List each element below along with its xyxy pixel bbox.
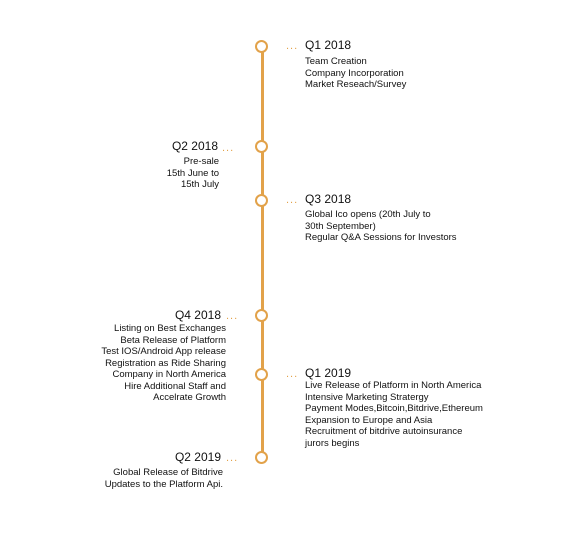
milestone-item: Global Ico opens (20th July to: [305, 209, 431, 220]
milestone-item: Hire Additional Staff and: [124, 380, 226, 392]
connector-dots: ...: [226, 452, 239, 464]
milestone-items: [305, 209, 457, 244]
milestone-item: Intensive Marketing Stratergy: [305, 391, 429, 403]
milestone-item: jurors begins: [305, 437, 360, 449]
milestone-title: Q2 2018: [171, 139, 218, 153]
milestone-item: Registration as Ride Sharing: [105, 357, 226, 369]
milestone-items: [105, 467, 223, 490]
milestone-item: 15th June to: [166, 167, 219, 179]
connector-dots: ...: [286, 194, 299, 206]
milestone-item: 30th September): [305, 220, 376, 232]
milestone-items: [305, 380, 483, 449]
milestone-item: Test IOS/Android App release: [101, 346, 226, 357]
timeline-node: [255, 140, 268, 153]
milestone-item: Accelrate Growth: [153, 392, 226, 403]
milestone-item: 15th July: [180, 179, 219, 190]
milestone-item: Expansion to Europe and Asia: [305, 414, 433, 426]
milestone-item: Payment Modes,Bitcoin,Bitdrive,Ethereum: [305, 403, 483, 414]
milestone-items: [305, 56, 406, 91]
milestone-title: Q3 2018: [305, 192, 352, 206]
milestone-item: Beta Release of Platform: [120, 334, 226, 346]
milestone-title: Q1 2018: [305, 38, 352, 52]
milestone-items: [167, 156, 219, 191]
milestone-item: Company Incorporation: [305, 67, 404, 79]
milestone-items: [101, 323, 226, 404]
timeline-line: [261, 46, 264, 458]
timeline-node: [255, 368, 268, 381]
milestone-item: Pre-sale: [183, 156, 219, 167]
timeline-node: [255, 194, 268, 207]
milestone-item: Recruitment of bitdrive autoinsurance: [305, 426, 463, 437]
milestone-item: Regular Q&A Sessions for Investors: [305, 232, 457, 243]
milestone-title: Q2 2019: [174, 450, 221, 464]
milestone-title: Q4 2018: [174, 308, 221, 322]
milestone-item: Market Reseach/Survey: [305, 79, 407, 90]
timeline-node: [255, 451, 268, 464]
milestone-item: Company in North America: [112, 369, 226, 380]
milestone-item: Live Release of Platform in North America: [305, 380, 482, 391]
connector-dots: ...: [222, 142, 235, 154]
milestone-item: Listing on Best Exchanges: [114, 323, 226, 334]
timeline-node: [255, 309, 268, 322]
connector-dots: ...: [286, 40, 299, 52]
milestone-item: Updates to the Platform Api.: [104, 478, 223, 490]
milestone-item: Team Creation: [305, 56, 367, 67]
timeline-node: [255, 40, 268, 53]
connector-dots: ...: [226, 310, 239, 322]
connector-dots: ...: [286, 368, 299, 380]
milestone-item: Global Release of Bitdrive: [113, 467, 223, 478]
milestone-title: Q1 2019: [305, 366, 352, 380]
